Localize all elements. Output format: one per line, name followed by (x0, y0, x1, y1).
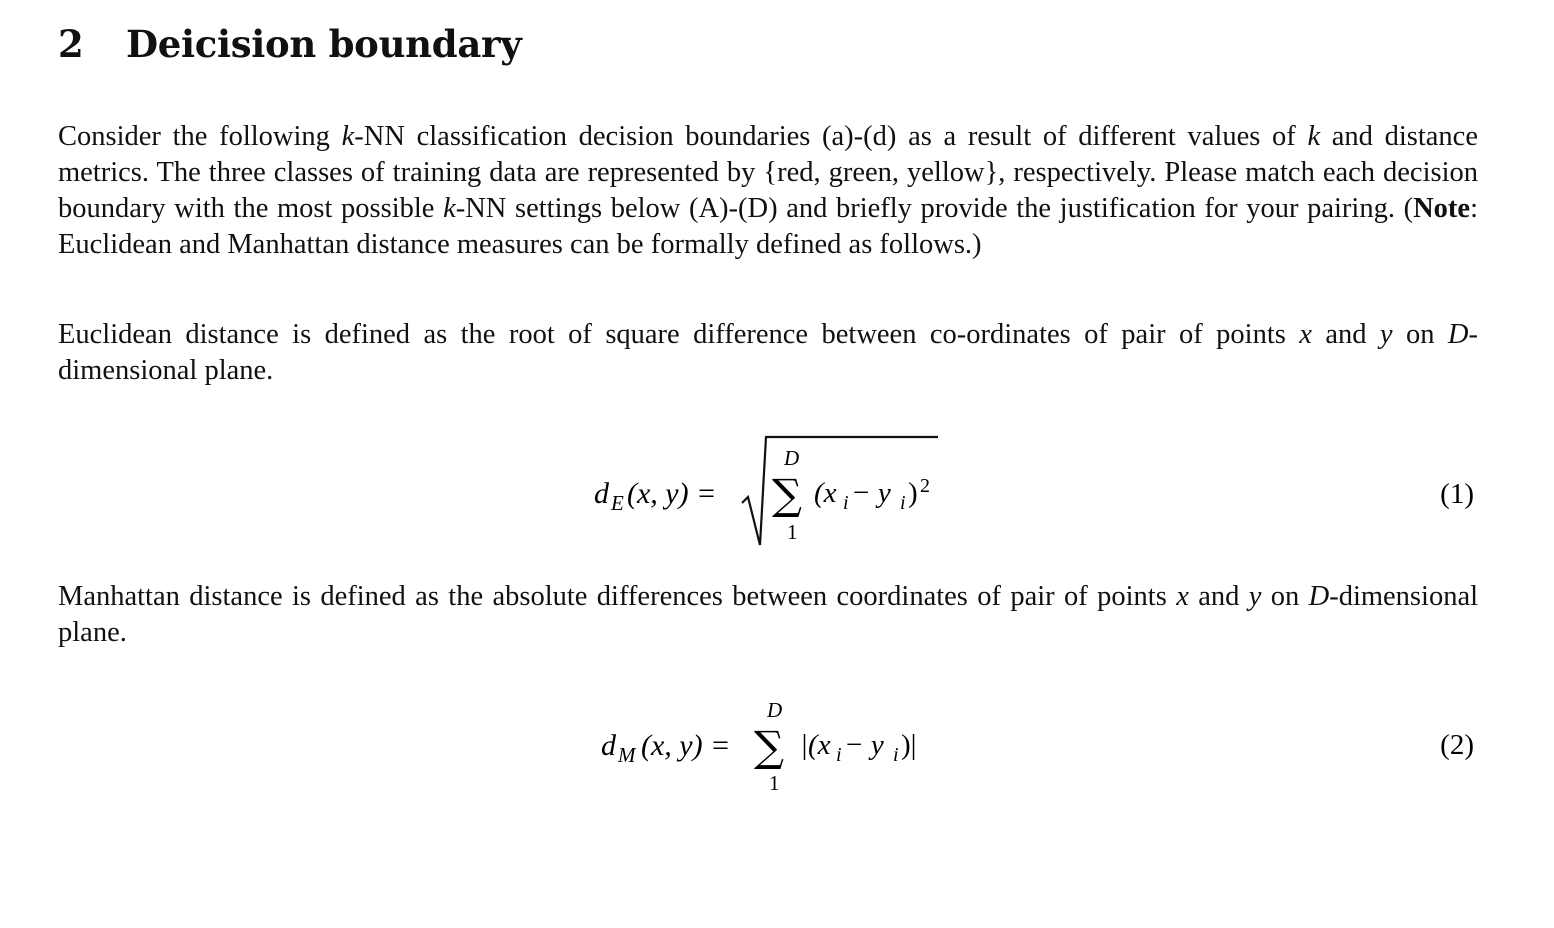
manhattan-text-4: -dimensional plane. (58, 581, 1479, 648)
equation-manhattan-graphic (0, 690, 1554, 800)
eq1-sum-upper: D (784, 446, 800, 470)
math-x: x (1299, 319, 1312, 350)
eq2-sum-upper: D (767, 698, 783, 722)
eq2-body-sub: i (836, 744, 842, 766)
eq2-body: |(x (800, 729, 831, 761)
eq1-lhs-args: (x, y) = (627, 477, 717, 510)
eq1-body-mid: − y (851, 477, 891, 509)
eq1-sum-lower: 1 (787, 520, 798, 544)
section-heading (58, 18, 521, 70)
section-number: 2 (58, 22, 84, 66)
eq1-lhs-d: d (594, 477, 609, 510)
euclidean-text-1: Euclidean distance is defined as the root of square difference between co-ordinates of pair of points (58, 319, 1300, 350)
math-y: y (1379, 319, 1393, 350)
manhattan-paragraph (58, 579, 1478, 651)
euclidean-text-3: on (1392, 319, 1448, 350)
eq1-body-sub2: i (900, 492, 906, 514)
euclidean-paragraph (58, 317, 1478, 389)
section-title: Deicision boundary (126, 22, 522, 66)
eq1-body-sub: i (843, 492, 849, 514)
eq2-body-mid: − y (844, 729, 884, 761)
math-D: D (1447, 319, 1469, 350)
eq1-sigma: ∑ (772, 470, 802, 519)
eq1-lhs-sub: E (611, 491, 624, 515)
eq1-power: 2 (920, 475, 930, 497)
manhattan-text-2: and (1188, 581, 1249, 612)
manhattan-text-1: Manhattan distance is defined as the absolute differences between coordinates of pair of points (58, 581, 1177, 612)
math-y: y (1248, 581, 1262, 612)
math-k: k (341, 121, 355, 152)
intro-text-5: : Euclidean and Manhattan distance measures can be formally defined as follows.) (58, 193, 1478, 260)
math-k: k (443, 193, 456, 224)
intro-text-1: Consider the following (58, 121, 342, 152)
intro-text-2: -NN classification decision boundaries (a)-(d) as a result of different values of (354, 121, 1308, 152)
math-x: x (1176, 581, 1189, 612)
eq1-body: (x (814, 477, 837, 509)
intro-text-3: and distance metrics. The three classes of training data are represented by {red, green, yellow}, respectively. Please match each decision boundary with the most possible (58, 121, 1478, 224)
eq2-sum-lower: 1 (769, 771, 780, 795)
equation-number-2: (2) (1440, 729, 1474, 761)
math-D: D (1308, 581, 1330, 612)
math-k: k (1307, 121, 1321, 152)
equation-manhattan (0, 690, 1554, 800)
note-label: Note (1413, 193, 1471, 224)
equation-euclidean (0, 430, 1554, 550)
intro-paragraph (58, 119, 1478, 263)
eq1-body-end: ) (908, 477, 918, 509)
equation-number-1: (1) (1440, 478, 1474, 510)
euclidean-text-2: and (1311, 319, 1380, 350)
equation-euclidean-graphic (0, 430, 1554, 550)
euclidean-text-4: -dimensional plane. (58, 319, 1478, 386)
eq2-lhs-args: (x, y) = (641, 729, 731, 762)
intro-text-4: -NN settings below (A)-(D) and briefly provide the justification for your pairing. ( (455, 193, 1414, 224)
eq2-body-sub2: i (893, 744, 899, 766)
eq2-lhs-sub: M (618, 743, 636, 767)
manhattan-text-3: on (1261, 581, 1309, 612)
eq2-sigma: ∑ (754, 722, 784, 771)
eq2-body-end: )| (901, 729, 917, 761)
eq2-lhs-d: d (601, 729, 616, 762)
